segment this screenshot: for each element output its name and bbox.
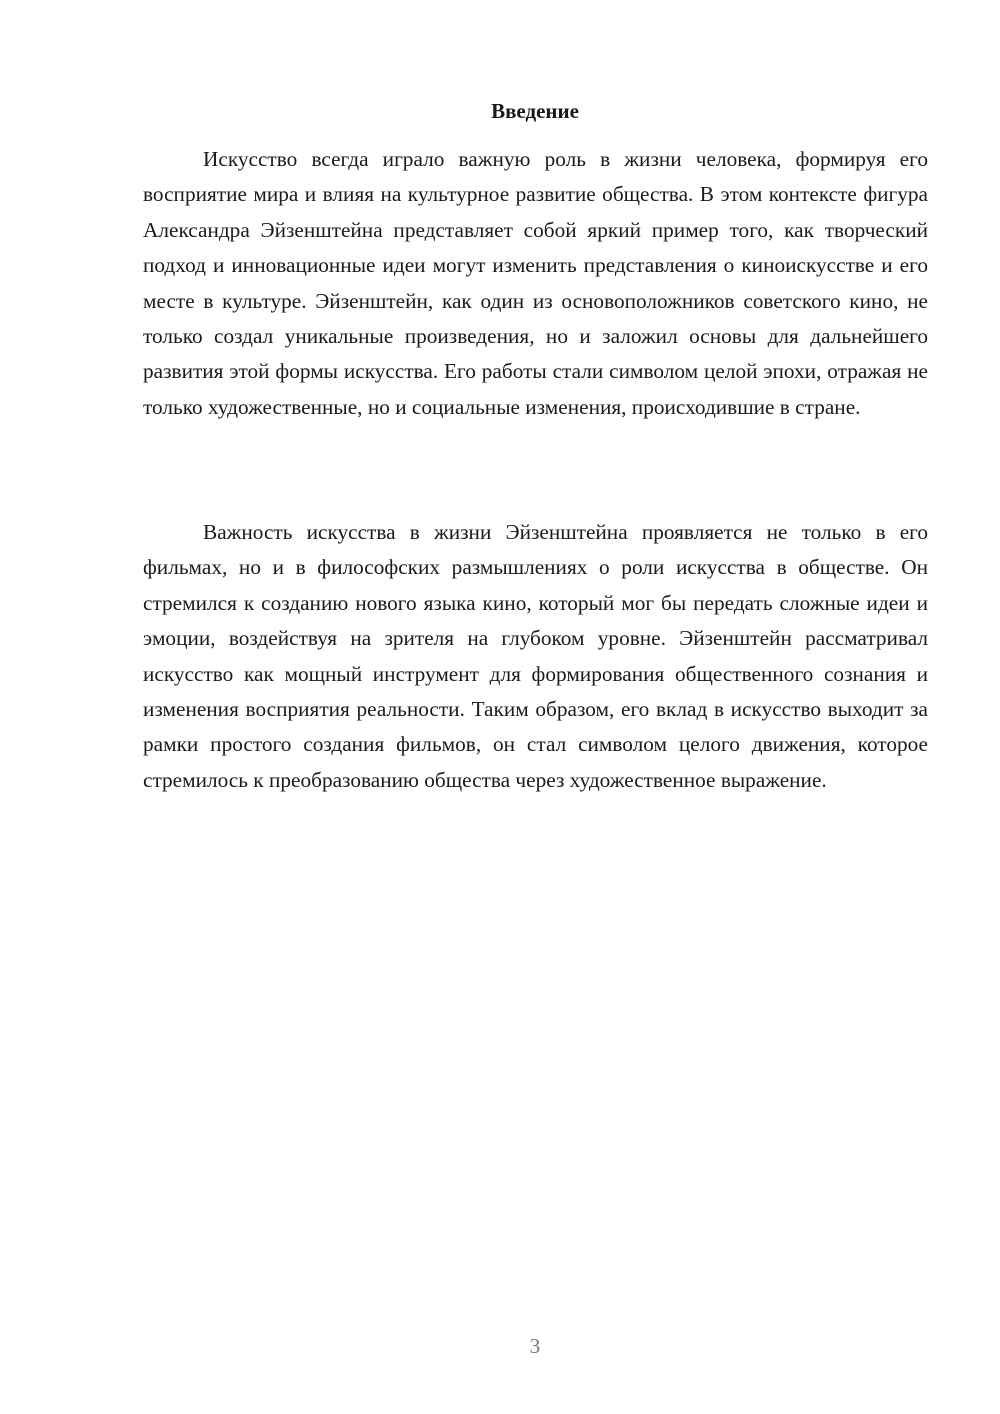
page-number: 3 <box>529 1334 541 1358</box>
paragraph-1: Искусство всегда играло важную роль в жизни человека, формируя его восприятие мира и влияя на культурное развитие общества. В этом контексте фигура Александра Эйзенштейна представляет собой яркий пример того, как творческий подход и инновационные идеи могут изменить представления о киноискусстве и его месте в культуре. Эйзенштейн, как один из основоположников советского кино, не только создал уникальные произведения, но и заложил основы для дальнейшего развития этой формы искусства. Его работы стали символом целой эпохи, отражая не только художественные, но и социальные изменения, происходившие в стране. <box>143 147 928 419</box>
paragraph-2: Важность искусства в жизни Эйзенштейна проявляется не только в его фильмах, но и в философских размышлениях о роли искусства в обществе. Он стремился к созданию нового языка кино, который мог бы передать сложные идеи и эмоции, воздействуя на зрителя на глубоком уровне. Эйзенштейн рассматривал искусство как мощный инструмент для формирования общественного сознания и изменения восприятия реальности. Таким образом, его вклад в искусство выходит за рамки простого создания фильмов, он стал символом целого движения, которое стремилось к преобразованию общества через художественное выражение. <box>143 520 928 792</box>
section-heading: Введение <box>491 99 579 123</box>
